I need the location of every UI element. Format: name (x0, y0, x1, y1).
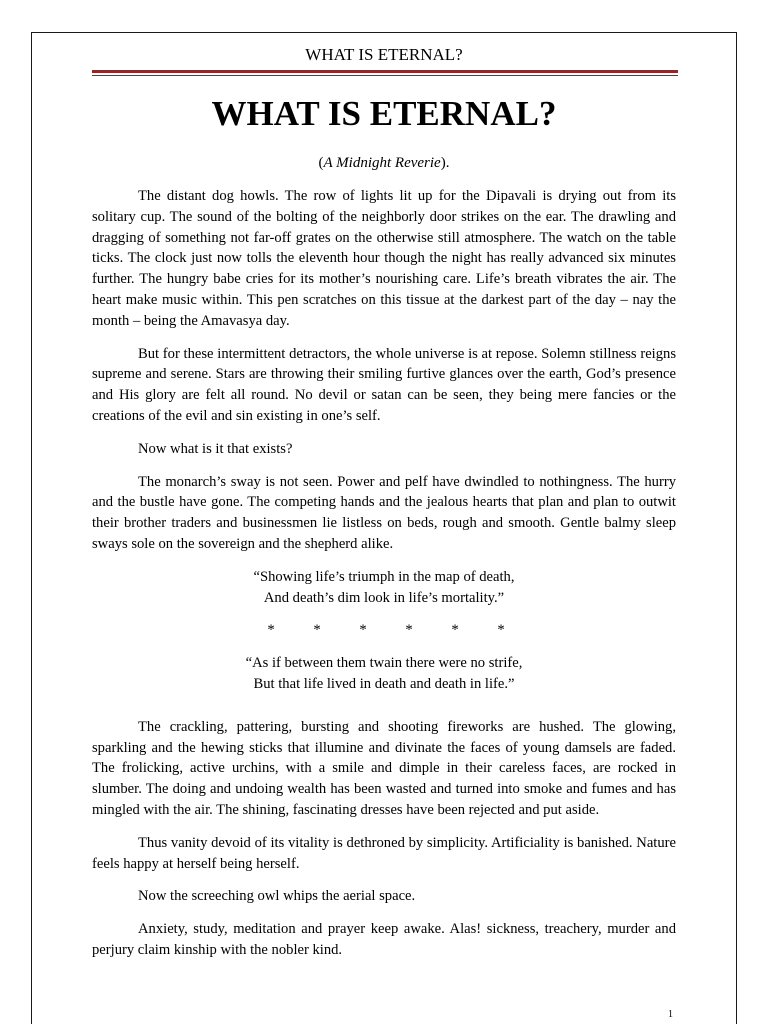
verse-line: “Showing life’s triumph in the map of death, (253, 568, 515, 585)
verse-line: And death’s dim look in life’s mortality.” (263, 589, 505, 606)
paragraph: The distant dog howls. The row of lights lit up for the Dipavali is drying out from its solitary cup. The sound of the bolting of the neighborly door strikes on the ear. The drawling and dragging of something not far-off grates on the otherwise still atmosphere. The watch on the table ticks. The clock just now tolls the eleventh hour though the night has really advanced six minutes further. The hungry babe cries for its mother’s nourishing care. Life’s breath vibrates the air. The heart make music within. This pen scratches on this tissue at the darkest part of the day – nay the month – being the Amavasya day. (92, 188, 676, 329)
subtitle-italic: A Midnight Reverie (323, 155, 441, 171)
star-mark: * (405, 622, 413, 639)
star-mark: * (359, 622, 367, 639)
paragraph: Thus vanity devoid of its vitality is dethroned by simplicity. Artificiality is banished. Nature feels happy at herself being herself. (92, 834, 676, 872)
page-number: 1 (668, 1009, 673, 1020)
star-mark: * (313, 622, 321, 639)
page-title: WHAT IS ETERNAL? (211, 94, 557, 133)
subtitle-open: ( (318, 155, 324, 171)
verse-quote-1 (92, 567, 676, 609)
paragraph: Now what is it that exists? (138, 440, 293, 457)
verse-line: But that life lived in death and death in life.” (253, 675, 515, 692)
spacer (92, 707, 676, 717)
paragraph: Now the screeching owl whips the aerial space. (138, 888, 416, 905)
paragraph: The monarch’s sway is not seen. Power and pelf have dwindled to nothingness. The hurry and the bustle have gone. The competing hands and the jealous hearts that plan and plan to outwit their brother traders and businessmen lie listless on beds, rough and smooth. Gentle balmy sleep sways sole on the sovereign and the shepherd alike. (92, 473, 676, 552)
asterism-divider (92, 620, 676, 641)
header-rule-thin (92, 75, 678, 76)
running-header: WHAT IS ETERNAL? (305, 45, 463, 64)
star-mark: * (267, 622, 275, 639)
body-text (92, 186, 676, 973)
subtitle (0, 153, 768, 173)
verse-quote-2 (92, 653, 676, 695)
paragraph: But for these intermittent detractors, the whole universe is at repose. Solemn stillness reigns supreme and serene. Stars are throwing their smiling furtive glances over the earth, God’s presence and His glory are felt all round. No devil or satan can be seen, they being mere fancies or the creations of the evil and sin existing in one’s self. (92, 345, 676, 424)
header-rule (92, 70, 678, 73)
paragraph: Anxiety, study, meditation and prayer keep awake. Alas! sickness, treachery, murder and perjury claim kinship with the nobler kind. (92, 921, 676, 958)
star-mark: * (451, 622, 459, 639)
paragraph: The crackling, pattering, bursting and shooting fireworks are hushed. The glowing, sparkling and the hewing sticks that illumine and divinate the faces of young damsels are faded. The frolicking, active urchins, with a smile and dimple in their careless faces, are rocked in slumber. The doing and undoing wealth has been wasted and turned into smoke and fumes and has mingled with the air. The shining, fascinating dresses have been rejected and put aside. (92, 718, 676, 818)
subtitle-close: ). (440, 155, 450, 171)
verse-line: “As if between them twain there were no strife, (245, 655, 523, 672)
star-mark: * (497, 622, 505, 639)
